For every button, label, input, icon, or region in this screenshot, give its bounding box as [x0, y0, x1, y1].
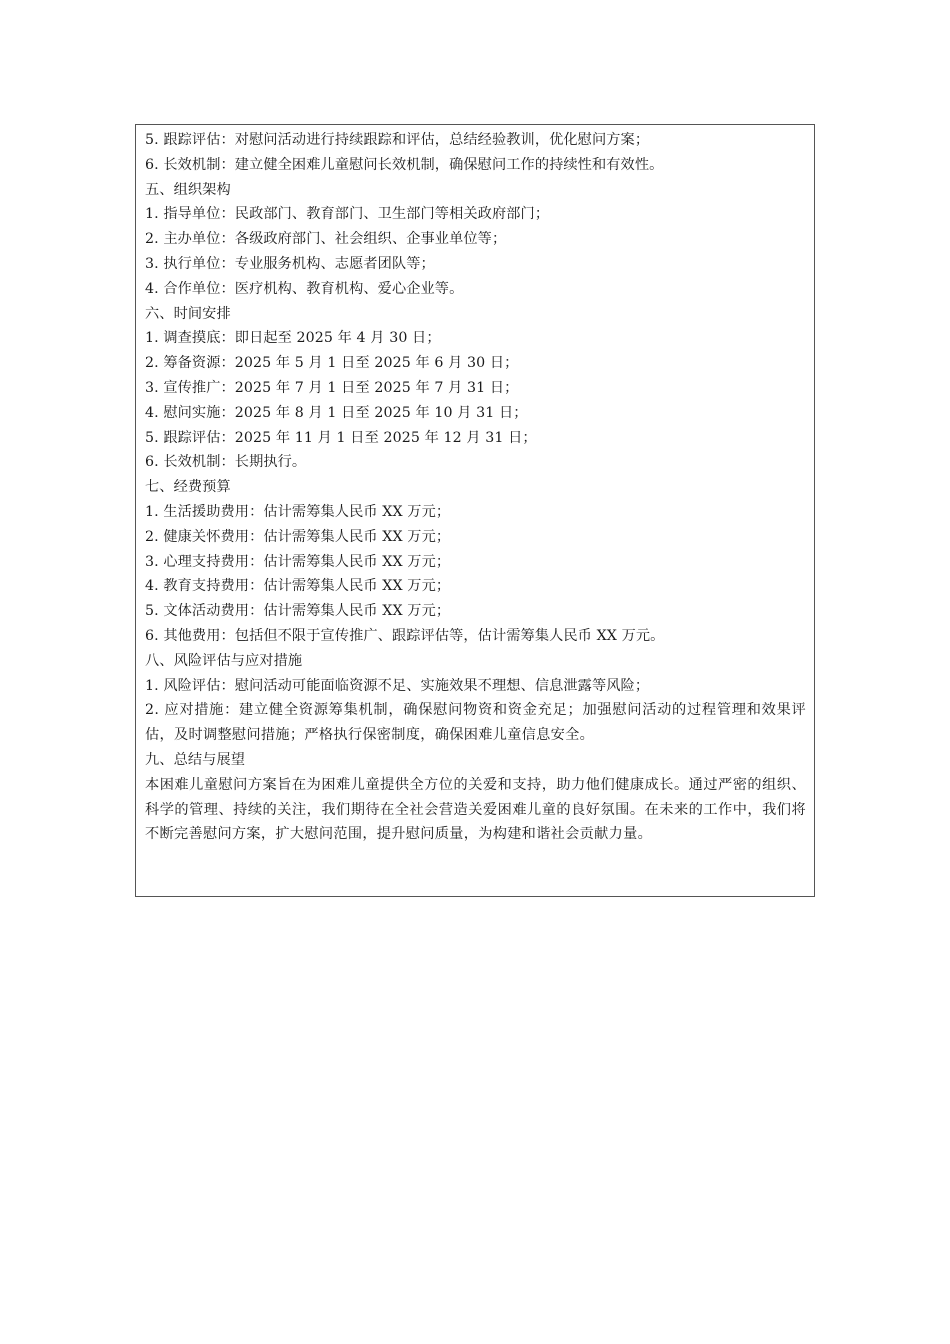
budget-item-education: 4. 教育支持费用：估计需筹集人民币 XX 万元； [145, 578, 451, 595]
budget-item-psychological: 3. 心理支持费用：估计需筹集人民币 XX 万元； [145, 553, 451, 570]
schedule-item-implementation: 4. 慰问实施：2025 年 8 月 1 日至 2025 年 10 月 31 日； [145, 404, 528, 421]
schedule-item-survey: 1. 调查摸底：即日起至 2025 年 4 月 30 日； [145, 330, 441, 347]
risk-item-measures: 2. 应对措施：建立健全资源筹集机制，确保慰问物资和资金充足；加强慰问活动的过程管理和效果评估，及时调整慰问措施；严格执行保密制度，确保困难儿童信息安全。 [145, 702, 806, 744]
item-host-unit: 2. 主办单位：各级政府部门、社会组织、企事业单位等； [145, 231, 507, 248]
item-partner-unit: 4. 合作单位：医疗机构、教育机构、爱心企业等。 [145, 280, 464, 297]
item-long-term-mechanism: 6. 长效机制：建立健全困难儿童慰问长效机制，确保慰问工作的持续性和有效性。 [145, 156, 664, 173]
section-heading-summary: 九、总结与展望 [145, 751, 246, 768]
item-executing-unit: 3. 执行单位：专业服务机构、志愿者团队等； [145, 255, 435, 272]
budget-item-culture-sports: 5. 文体活动费用：估计需筹集人民币 XX 万元； [145, 603, 451, 620]
summary-paragraph: 本困难儿童慰问方案旨在为困难儿童提供全方位的关爱和支持，助力他们健康成长。通过严密的组织、科学的管理、持续的关注，我们期待在全社会营造关爱困难儿童的良好氛围。在未来的工作中，我们将不断完善慰问方案，扩大慰问范围，提升慰问质量，为构建和谐社会贡献力量。 [145, 776, 806, 843]
section-heading-budget: 七、经费预算 [145, 479, 231, 496]
risk-item-assessment: 1. 风险评估：慰问活动可能面临资源不足、实施效果不理想、信息泄露等风险； [145, 677, 650, 694]
budget-item-health-care: 2. 健康关怀费用：估计需筹集人民币 XX 万元； [145, 528, 451, 545]
section-heading-risk: 八、风险评估与应对措施 [145, 652, 303, 669]
item-tracking-evaluation: 5. 跟踪评估：对慰问活动进行持续跟踪和评估，总结经验教训，优化慰问方案； [145, 132, 650, 148]
schedule-item-tracking: 5. 跟踪评估：2025 年 11 月 1 日至 2025 年 12 月 31 日； [145, 429, 537, 446]
schedule-item-promotion: 3. 宣传推广：2025 年 7 月 1 日至 2025 年 7 月 31 日； [145, 379, 519, 396]
item-guiding-unit: 1. 指导单位：民政部门、教育部门、卫生部门等相关政府部门； [145, 206, 550, 223]
section-heading-organization: 五、组织架构 [145, 181, 231, 198]
section-heading-schedule: 六、时间安排 [145, 305, 231, 322]
schedule-item-mechanism: 6. 长效机制：长期执行。 [145, 454, 307, 471]
budget-item-living-aid: 1. 生活援助费用：估计需筹集人民币 XX 万元； [145, 503, 451, 520]
schedule-item-resources: 2. 筹备资源：2025 年 5 月 1 日至 2025 年 6 月 30 日； [145, 355, 519, 372]
budget-item-other: 6. 其他费用：包括但不限于宣传推广、跟踪评估等，估计需筹集人民币 XX 万元。 [145, 627, 665, 644]
content-table-cell [135, 124, 815, 897]
